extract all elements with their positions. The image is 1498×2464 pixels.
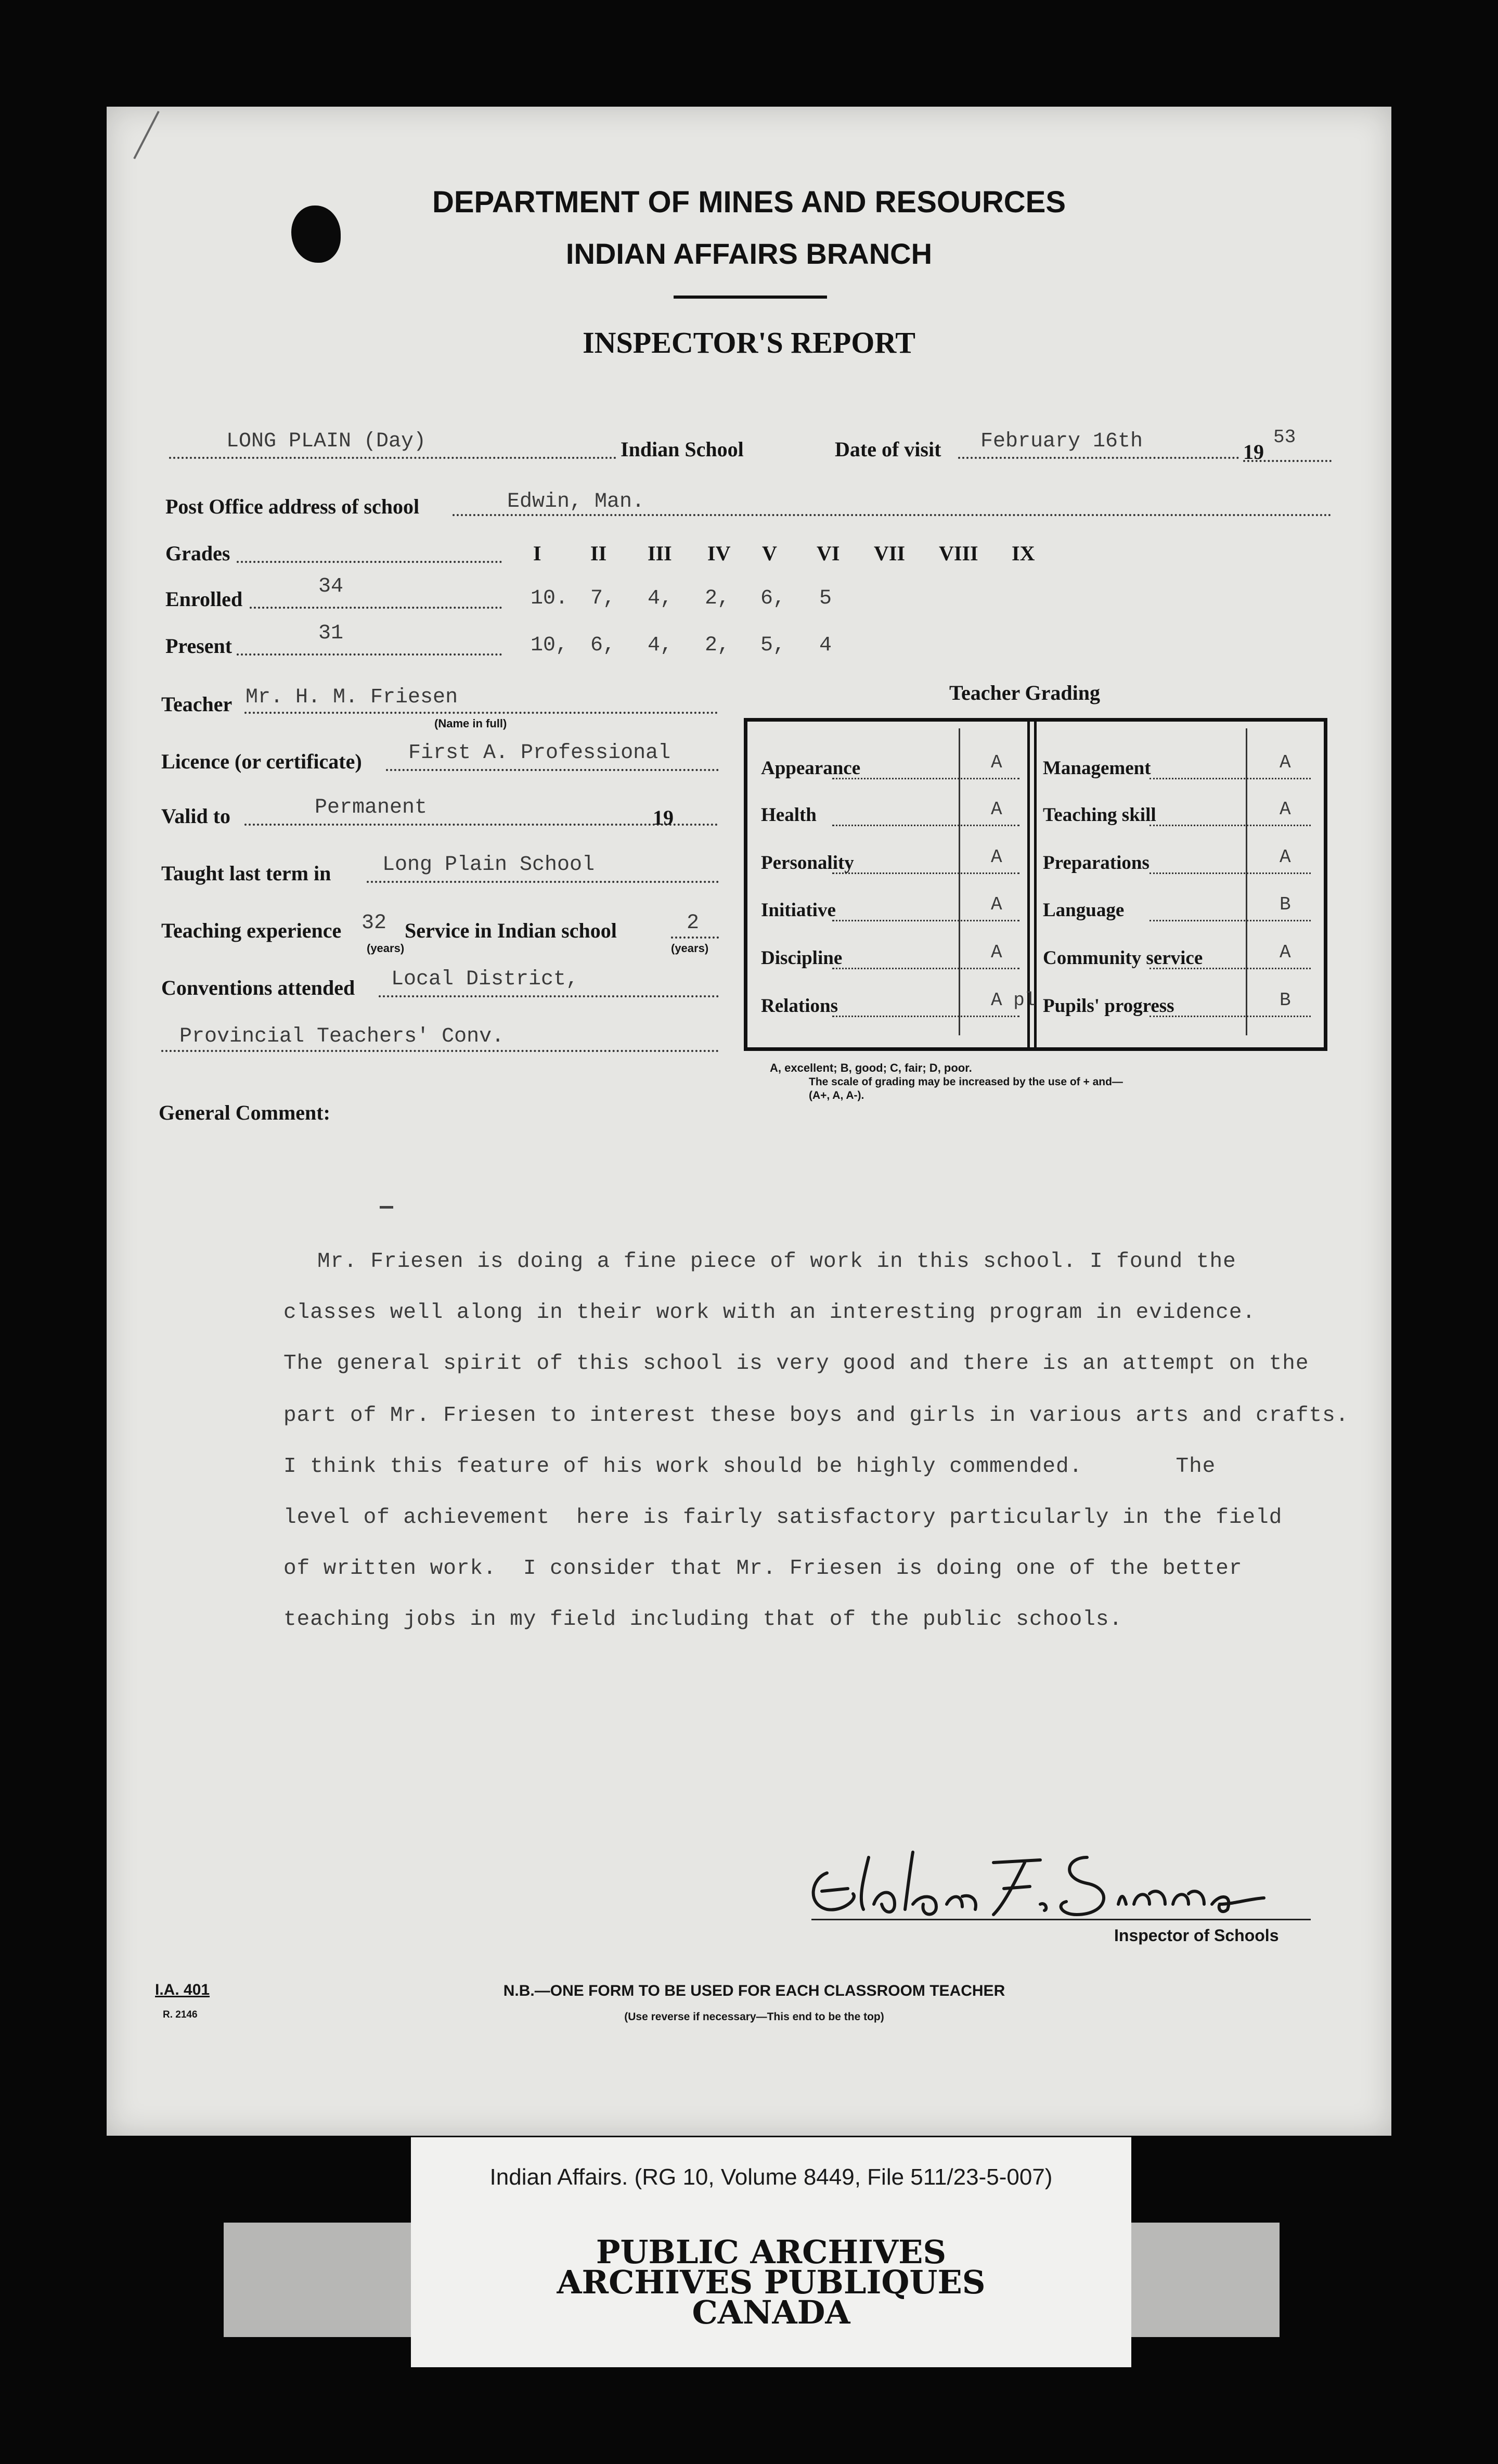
left-dotted-leader-4 xyxy=(832,968,1019,969)
post-office-value: Edwin, Man. xyxy=(507,490,645,514)
post-office-line xyxy=(453,514,1332,516)
valid-year-prefix: 19 xyxy=(653,806,674,829)
branch-heading: INDIAN AFFAIRS BRANCH xyxy=(565,237,933,270)
right-dotted-leader-4 xyxy=(1150,968,1311,969)
enrolled-grade-v: 6, xyxy=(760,587,786,610)
present-label: Present xyxy=(165,634,233,658)
grade-header-vi: VI xyxy=(817,542,840,565)
present-line xyxy=(237,653,502,656)
right-label-0: Management xyxy=(1043,758,1151,779)
stray-mark xyxy=(380,1206,393,1209)
date-of-visit-value: February 16th xyxy=(980,430,1143,453)
conventions-value: Local District, xyxy=(391,968,579,991)
left-grade-2: A xyxy=(991,846,1002,868)
indian-school-label: Indian School xyxy=(621,438,744,461)
enrolled-grade-ii: 7, xyxy=(590,587,616,610)
enrolled-total: 34 xyxy=(318,575,344,598)
right-label-3: Language xyxy=(1043,900,1125,921)
grade-header-iii: III xyxy=(648,542,672,565)
comment-line-3: The general spirit of this school is very good and there is an attempt on the xyxy=(283,1352,1309,1376)
form-revision: R. 2146 xyxy=(163,2009,198,2020)
teacher-grading-title: Teacher Grading xyxy=(949,681,1101,704)
right-label-4: Community service xyxy=(1043,947,1203,969)
folded-corner-mark xyxy=(130,109,166,166)
conventions-line-2 xyxy=(161,1050,719,1052)
comment-line-5: I think this feature of his work should be highly commended. The xyxy=(283,1455,1216,1479)
service-indian-label: Service in Indian school xyxy=(405,919,617,942)
left-label-5: Relations xyxy=(761,995,838,1017)
left-label-1: Health xyxy=(761,804,817,826)
enrolled-grade-iii: 4, xyxy=(648,587,673,610)
report-title: INSPECTOR'S REPORT xyxy=(583,326,915,360)
present-total: 31 xyxy=(318,622,344,645)
grading-legend-scale: The scale of grading may be increased by the use of + and— xyxy=(809,1076,1123,1088)
licence-line xyxy=(386,769,719,771)
present-grade-v: 5, xyxy=(760,634,786,657)
grade-header-vii: VII xyxy=(874,542,906,565)
grading-right-grade-column xyxy=(1246,728,1247,1035)
grades-label: Grades xyxy=(165,542,230,565)
grade-header-i: I xyxy=(533,542,541,565)
enrolled-label: Enrolled xyxy=(165,587,243,611)
comment-line-8: teaching jobs in my field including that of the public schools. xyxy=(283,1608,1123,1632)
archive-line-canada: CANADA xyxy=(692,2293,850,2331)
present-grade-vi: 4 xyxy=(819,634,832,657)
left-dotted-leader-5 xyxy=(832,1016,1019,1017)
right-label-1: Teaching skill xyxy=(1043,804,1156,826)
right-dotted-leader-1 xyxy=(1150,825,1311,826)
inspector-signature xyxy=(796,1837,1316,1941)
experience-years-note: (years) xyxy=(367,942,405,955)
valid-to-value: Permanent xyxy=(315,796,428,819)
archive-stamp xyxy=(411,2233,1131,2331)
archive-line-public-archives: PUBLIC ARCHIVES xyxy=(596,2233,947,2271)
right-grade-1: A xyxy=(1280,799,1291,820)
grade-header-ix: IX xyxy=(1012,542,1035,565)
grade-header-v: V xyxy=(762,542,777,565)
comment-line-4: part of Mr. Friesen to interest these boys and girls in various arts and crafts. xyxy=(283,1404,1349,1428)
heading-rule xyxy=(674,296,827,299)
teaching-experience-label: Teaching experience xyxy=(161,919,342,942)
taught-last-term-label: Taught last term in xyxy=(161,862,331,885)
left-label-4: Discipline xyxy=(761,947,843,969)
year-prefix: 19 xyxy=(1243,440,1264,464)
left-grade-0: A xyxy=(991,752,1002,773)
service-indian-value: 2 xyxy=(687,912,700,935)
valid-to-label: Valid to xyxy=(161,804,231,828)
right-label-5: Pupils' progress xyxy=(1043,995,1174,1017)
left-grade-3: A xyxy=(991,894,1002,915)
grade-header-viii: VIII xyxy=(939,542,978,565)
date-of-visit-label: Date of visit xyxy=(835,438,941,461)
grades-line xyxy=(237,561,502,563)
present-grade-iv: 2, xyxy=(705,634,730,657)
left-label-0: Appearance xyxy=(761,758,861,779)
present-grade-i: 10, xyxy=(531,634,569,657)
teacher-line xyxy=(244,712,718,714)
comment-line-2: classes well along in their work with an interesting program in evidence. xyxy=(283,1301,1256,1325)
right-grade-5: B xyxy=(1280,990,1291,1011)
school-name-value: LONG PLAIN (Day) xyxy=(226,430,427,453)
conventions-label: Conventions attended xyxy=(161,976,355,999)
licence-value: First A. Professional xyxy=(408,741,671,765)
conventions-line xyxy=(379,995,719,997)
inspector-title: Inspector of Schools xyxy=(1114,1926,1279,1945)
comment-line-7: of written work. I consider that Mr. Friesen is doing one of the better xyxy=(283,1557,1243,1581)
enrolled-grade-vi: 5 xyxy=(819,587,832,610)
grading-left-grade-column xyxy=(959,728,960,1035)
taught-last-term-value: Long Plain School xyxy=(382,853,595,877)
general-comment-label: General Comment: xyxy=(159,1101,330,1124)
right-dotted-leader-5 xyxy=(1150,1016,1311,1017)
school-name-line xyxy=(169,457,616,459)
right-grade-2: A xyxy=(1280,846,1291,868)
taught-line xyxy=(367,881,719,883)
teaching-experience-value: 32 xyxy=(361,912,387,935)
left-grade-4: A xyxy=(991,942,1002,963)
left-grade-5: A pl xyxy=(991,990,1036,1011)
left-dotted-leader-3 xyxy=(832,920,1019,921)
left-dotted-leader-1 xyxy=(832,825,1019,826)
left-label-2: Personality xyxy=(761,852,854,874)
right-grade-3: B xyxy=(1280,894,1291,915)
archive-reference: Indian Affairs. (RG 10, Volume 8449, File 511/23-5-007) xyxy=(489,2164,1053,2190)
grading-legend-scale-example: (A+, A, A-). xyxy=(809,1089,864,1101)
present-grade-ii: 6, xyxy=(590,634,616,657)
enrolled-line xyxy=(250,607,502,609)
teacher-value: Mr. H. M. Friesen xyxy=(246,686,458,709)
left-label-3: Initiative xyxy=(761,900,836,921)
service-years-note: (years) xyxy=(671,942,709,955)
department-heading: DEPARTMENT OF MINES AND RESOURCES xyxy=(432,185,1066,219)
present-grade-iii: 4, xyxy=(648,634,673,657)
nb-subnote: (Use reverse if necessary—This end to be the top) xyxy=(624,2011,884,2023)
conventions-value-continued: Provincial Teachers' Conv. xyxy=(179,1025,505,1048)
right-dotted-leader-0 xyxy=(1150,778,1311,779)
left-grade-1: A xyxy=(991,799,1002,820)
year-suffix: 53 xyxy=(1273,427,1296,448)
archive-line-archives-publiques: ARCHIVES PUBLIQUES xyxy=(557,2263,986,2301)
service-line xyxy=(671,936,719,939)
enrolled-grade-i: 10. xyxy=(531,587,569,610)
valid-to-line xyxy=(244,824,718,826)
grade-header-iv: IV xyxy=(707,542,731,565)
right-grade-0: A xyxy=(1280,752,1291,773)
signature-line xyxy=(811,1919,1311,1920)
left-dotted-leader-0 xyxy=(832,778,1019,779)
enrolled-grade-iv: 2, xyxy=(705,587,730,610)
form-number: I.A. 401 xyxy=(155,1981,210,1998)
right-grade-4: A xyxy=(1280,942,1291,963)
teacher-label: Teacher xyxy=(161,692,233,716)
comment-line-1: Mr. Friesen is doing a fine piece of work in this school. I found the xyxy=(317,1250,1236,1274)
right-dotted-leader-2 xyxy=(1150,872,1311,874)
name-in-full-note: (Name in full) xyxy=(434,717,507,730)
nb-instruction: N.B.—ONE FORM TO BE USED FOR EACH CLASSROOM TEACHER xyxy=(503,1982,1005,1999)
post-office-label: Post Office address of school xyxy=(165,495,420,518)
year-line xyxy=(1243,460,1332,462)
left-dotted-leader-2 xyxy=(832,872,1019,874)
right-label-2: Preparations xyxy=(1043,852,1150,874)
grade-header-ii: II xyxy=(590,542,607,565)
comment-line-6: level of achievement here is fairly satisfactory particularly in the field xyxy=(283,1506,1283,1530)
grading-legend: A, excellent; B, good; C, fair; D, poor. xyxy=(770,1061,972,1074)
licence-label: Licence (or certificate) xyxy=(161,750,362,773)
date-line xyxy=(958,457,1239,459)
right-dotted-leader-3 xyxy=(1150,920,1311,921)
